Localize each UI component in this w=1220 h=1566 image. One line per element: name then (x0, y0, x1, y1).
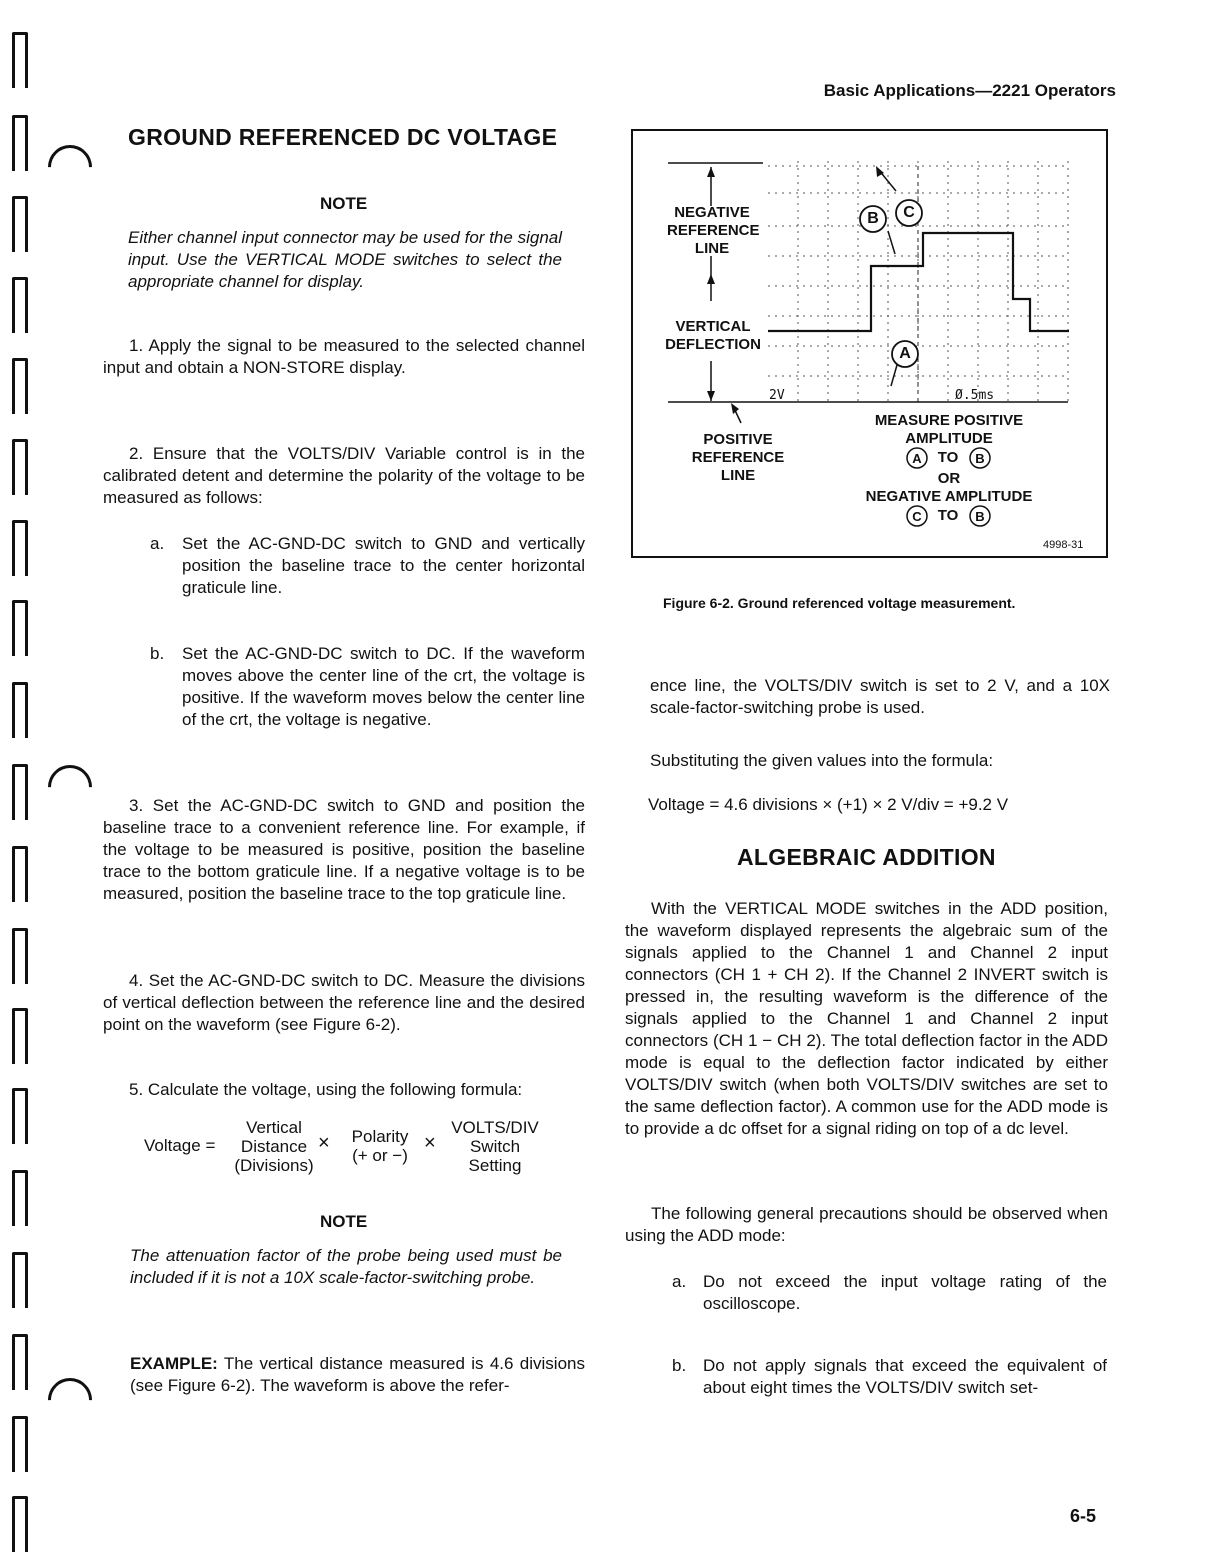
step-1: 1. Apply the signal to be measured to the selected channel input and obtain a NON-STORE display. (103, 336, 585, 377)
figure-caption: Figure 6-2. Ground referenced voltage measurement. (663, 595, 1016, 611)
binder-mark (12, 1008, 28, 1064)
label-negative-amplitude: NEGATIVE AMPLITUDE (865, 488, 1033, 505)
note-title-2: NOTE (320, 1212, 368, 1231)
label-or: OR (937, 470, 961, 487)
label-positive-reference-line: POSITIVE REFERENCE LINE (691, 431, 785, 484)
readout-volts-per-div: 2V (769, 388, 785, 403)
positive-from-a: A (912, 451, 922, 466)
label-measure-positive-amplitude: MEASURE POSITIVE AMPLITUDE (874, 412, 1024, 447)
binder-mark (12, 277, 28, 333)
section-heading-ground-referenced: GROUND REFERENCED DC VOLTAGE (128, 124, 558, 150)
example-formula: Voltage = 4.6 divisions × (+1) × 2 V/div = +9.2 V (648, 795, 1009, 814)
binder-mark (12, 439, 28, 495)
readout-time-per-div: Ø.5ms (955, 388, 995, 403)
note-title: NOTE (320, 194, 368, 213)
binder-mark (12, 1496, 28, 1552)
label-negative-reference-line: NEGATIVE REFERENCE LINE (667, 204, 760, 257)
binder-hole (39, 136, 101, 198)
step-2: 2. Ensure that the VOLTS/DIV Variable control is in the calibrated detent and determine the polarity of the voltage to be measured as follows: (103, 444, 585, 507)
algebraic-addition-paragraph: With the VERTICAL MODE switches in the ADD position, the waveform displayed represents the algebraic sum of the signals applied to the Channel 1 and Channel 2 input connectors (CH 1 + CH 2). If the Channel 2 INVERT switch is pressed in, the resulting waveform is the difference of the signals applied to the Channel 1 and Channel 2 input connectors (CH 1 − CH 2). The total deflection factor in the ADD mode is equal to the deflection factor indicated by either VOLTS/DIV switch (when both VOLTS/DIV switches are set to the same deflection factor). A common use for the ADD mode is to provide a dc offset for a signal riding on top of a dc level. (625, 899, 1108, 1138)
negative-from-c: C (912, 509, 922, 524)
binder-mark (12, 1416, 28, 1472)
negative-to-word: TO (937, 507, 959, 524)
precaution-b-text: Do not apply signals that exceed the equivalent of about eight times the VOLTS/DIV switch set- (703, 1356, 1107, 1397)
binder-mark (12, 764, 28, 820)
binder-mark (12, 846, 28, 902)
binder-mark (12, 358, 28, 414)
formula-term-polarity: Polarity (+ or −) (351, 1127, 409, 1165)
page-number: 6-5 (1070, 1506, 1097, 1526)
formula-times-2: × (424, 1132, 436, 1154)
precaution-b-letter: b. (672, 1356, 687, 1375)
step-2a-letter: a. (150, 534, 165, 553)
figure-id-number: 4998-31 (1043, 539, 1084, 551)
binder-mark (12, 1170, 28, 1226)
binder-mark (12, 1088, 28, 1144)
precaution-a-letter: a. (672, 1272, 687, 1291)
step-2b-text: Set the AC-GND-DC switch to DC. If the waveform moves above the center line of the crt, the voltage is positive. If the waveform moves below the center line of the crt, the voltage is negative. (182, 644, 585, 729)
binder-mark (12, 928, 28, 984)
binder-mark (12, 682, 28, 738)
step-2b-letter: b. (150, 644, 165, 663)
step-2a-text: Set the AC-GND-DC switch to GND and vertically position the baseline trace to the center horizontal graticule line. (182, 534, 585, 597)
marker-b-label: B (867, 210, 879, 227)
figure-6-2 (631, 129, 1108, 558)
binder-mark (12, 1334, 28, 1390)
formula-lhs: Voltage = (144, 1136, 216, 1155)
substituting-text: Substituting the given values into the formula: (650, 751, 994, 770)
step-3: 3. Set the AC-GND-DC switch to GND and position the baseline trace to a convenient reference line. For example, if the voltage to be measured is positive, position the baseline trace to the bottom graticule line. If a negative voltage is to be measured, position the baseline trace to the top graticule line. (103, 796, 585, 903)
binder-mark (12, 520, 28, 576)
binder-mark (12, 1252, 28, 1308)
example-text: The vertical distance measured is 4.6 divisions (see Figure 6-2). The waveform is above the refer- (130, 1354, 585, 1395)
binder-mark (12, 115, 28, 171)
binder-mark (12, 32, 28, 88)
precautions-intro: The following general precautions should be observed when using the ADD mode: (625, 1204, 1108, 1245)
label-vertical-deflection: VERTICAL DEFLECTION (665, 318, 761, 353)
step-5: 5. Calculate the voltage, using the following formula: (129, 1080, 523, 1099)
step-4: 4. Set the AC-GND-DC switch to DC. Measure the divisions of vertical deflection between the reference line and the desired point on the waveform (see Figure 6-2). (103, 971, 585, 1034)
note-text: Either channel input connector may be used for the signal input. Use the VERTICAL MODE switches to select the appropriate channel for display. (128, 228, 562, 291)
example-paragraph (130, 1353, 585, 1397)
formula-times-1: × (318, 1132, 330, 1154)
binder-hole (39, 756, 101, 818)
binder-hole (39, 1369, 101, 1431)
binder-mark (12, 196, 28, 252)
running-header: Basic Applications—2221 Operators (823, 81, 1116, 100)
negative-to-b: B (975, 509, 985, 524)
example-continuation: ence line, the VOLTS/DIV switch is set to 2 V, and a 10X scale-factor-switching probe is used. (650, 676, 1110, 717)
positive-to-b: B (975, 451, 985, 466)
binder-mark (12, 600, 28, 656)
positive-to-word: TO (937, 449, 959, 466)
example-label: EXAMPLE: (130, 1354, 218, 1373)
section-heading-algebraic-addition: ALGEBRAIC ADDITION (737, 844, 996, 870)
formula-term-volts-div: VOLTS/DIV Switch Setting (451, 1118, 539, 1175)
note-text-2: The attenuation factor of the probe being used must be included if it is not a 10X scale-factor-switching probe. (130, 1246, 562, 1287)
formula-term-distance: Vertical Distance (Divisions) (234, 1118, 314, 1175)
marker-c-label: C (903, 204, 915, 221)
marker-a-label: A (899, 345, 911, 362)
precaution-a-text: Do not exceed the input voltage rating of the oscilloscope. (703, 1272, 1107, 1313)
